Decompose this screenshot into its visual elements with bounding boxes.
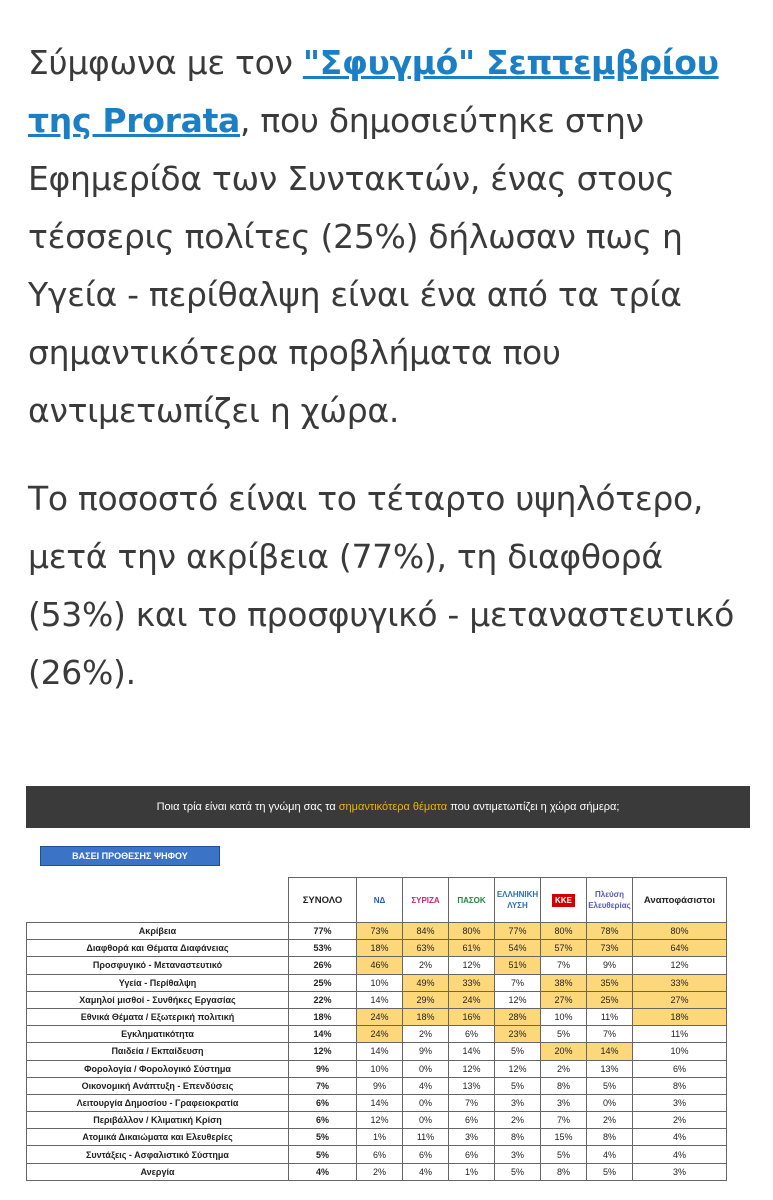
table-row (27, 1094, 727, 1111)
value-cell: 15% (541, 1129, 587, 1146)
total-cell: 18% (289, 1008, 357, 1025)
value-cell: 8% (587, 1129, 633, 1146)
total-cell: 12% (289, 1043, 357, 1060)
value-cell: 73% (587, 940, 633, 957)
value-cell: 61% (449, 940, 495, 957)
value-cell: 33% (449, 974, 495, 991)
header-pasok-logo (449, 878, 495, 923)
value-cell: 8% (495, 1129, 541, 1146)
value-cell: 4% (403, 1077, 449, 1094)
banner-highlight: σημαντικότερα θέματα (338, 801, 448, 813)
pasok-logo-icon: ΠΑΣΟΚ (457, 895, 486, 905)
value-cell: 13% (449, 1077, 495, 1094)
table-row (27, 940, 727, 957)
header-total: ΣΥΝΟΛΟ (289, 878, 357, 923)
row-label: Φορολογία / Φορολογικό Σύστημα (27, 1060, 289, 1077)
row-label: Συντάξεις - Ασφαλιστικό Σύστημα (27, 1146, 289, 1163)
value-cell: 3% (633, 1163, 727, 1180)
value-cell: 5% (495, 1163, 541, 1180)
question-banner (26, 786, 750, 828)
value-cell: 0% (403, 1112, 449, 1129)
value-cell: 9% (403, 1043, 449, 1060)
row-label: Οικονομική Ανάπτυξη - Επενδύσεις (27, 1077, 289, 1094)
value-cell: 27% (633, 991, 727, 1008)
value-cell: 2% (403, 957, 449, 974)
row-label: Λειτουργία Δημοσίου - Γραφειοκρατία (27, 1094, 289, 1111)
table-row (27, 974, 727, 991)
value-cell: 6% (449, 1026, 495, 1043)
value-cell: 11% (403, 1129, 449, 1146)
value-cell: 24% (449, 991, 495, 1008)
value-cell: 6% (449, 1146, 495, 1163)
value-cell: 24% (357, 1008, 403, 1025)
total-cell: 7% (289, 1077, 357, 1094)
value-cell: 14% (587, 1043, 633, 1060)
survey-table-image (26, 786, 750, 1200)
value-cell: 10% (541, 1008, 587, 1025)
row-label: Ανεργία (27, 1163, 289, 1180)
value-cell: 7% (587, 1026, 633, 1043)
value-cell: 2% (403, 1026, 449, 1043)
value-cell: 2% (357, 1163, 403, 1180)
value-cell: 12% (495, 1060, 541, 1077)
value-cell: 3% (541, 1094, 587, 1111)
value-cell: 2% (541, 1060, 587, 1077)
total-cell: 53% (289, 940, 357, 957)
table-body (27, 923, 727, 1181)
value-cell: 78% (587, 923, 633, 940)
value-cell: 73% (357, 923, 403, 940)
value-cell: 1% (357, 1129, 403, 1146)
value-cell: 0% (587, 1094, 633, 1111)
total-cell: 6% (289, 1094, 357, 1111)
total-cell: 77% (289, 923, 357, 940)
row-label: Υγεία - Περίθαλψη (27, 974, 289, 991)
header-plefs-logo (587, 878, 633, 923)
value-cell: 54% (495, 940, 541, 957)
row-label: Εγκληματικότητα (27, 1026, 289, 1043)
value-cell: 10% (633, 1043, 727, 1060)
value-cell: 14% (357, 1094, 403, 1111)
row-label: Εθνικά Θέματα / Εξωτερική πολιτική (27, 1008, 289, 1025)
value-cell: 23% (495, 1026, 541, 1043)
table-row (27, 1112, 727, 1129)
value-cell: 27% (541, 991, 587, 1008)
value-cell: 12% (449, 1060, 495, 1077)
value-cell: 8% (541, 1163, 587, 1180)
value-cell: 5% (495, 1077, 541, 1094)
value-cell: 0% (403, 1094, 449, 1111)
paragraph-1 (28, 34, 745, 440)
value-cell: 8% (633, 1077, 727, 1094)
value-cell: 6% (403, 1146, 449, 1163)
value-cell: 4% (633, 1129, 727, 1146)
table-row (27, 1026, 727, 1043)
value-cell: 24% (357, 1026, 403, 1043)
value-cell: 5% (495, 1043, 541, 1060)
value-cell: 33% (633, 974, 727, 991)
value-cell: 6% (449, 1112, 495, 1129)
value-cell: 2% (587, 1112, 633, 1129)
value-cell: 14% (357, 991, 403, 1008)
header-el-logo (495, 878, 541, 923)
value-cell: 3% (633, 1094, 727, 1111)
value-cell: 7% (541, 957, 587, 974)
total-cell: 5% (289, 1146, 357, 1163)
value-cell: 5% (587, 1077, 633, 1094)
value-cell: 84% (403, 923, 449, 940)
row-label: Περιβάλλον / Κλιματική Κρίση (27, 1112, 289, 1129)
total-cell: 6% (289, 1112, 357, 1129)
value-cell: 29% (403, 991, 449, 1008)
value-cell: 13% (587, 1060, 633, 1077)
p1-text-before: Σύμφωνα με τον (28, 43, 303, 82)
value-cell: 18% (403, 1008, 449, 1025)
value-cell: 77% (495, 923, 541, 940)
base-vote-intention-label: ΒΑΣΕΙ ΠΡΟΘΕΣΗΣ ΨΗΦΟΥ (40, 846, 220, 866)
banner-text-post: που αντιμετωπίζει η χώρα σήμερα; (450, 801, 620, 813)
value-cell: 38% (541, 974, 587, 991)
total-cell: 4% (289, 1163, 357, 1180)
row-label: Παιδεία / Εκπαίδευση (27, 1043, 289, 1060)
value-cell: 9% (587, 957, 633, 974)
prorata-survey-link[interactable]: "Σφυγμό" Σεπτεμβρίου της Prorata (28, 43, 719, 140)
header-empty-cell (27, 878, 289, 923)
value-cell: 10% (357, 974, 403, 991)
table-row (27, 991, 727, 1008)
value-cell: 0% (403, 1060, 449, 1077)
header-undecided: Αναποφάσιστοι (633, 878, 727, 923)
paragraph-2: Το ποσοστό είναι το τέταρτο υψηλότερο, μετά την ακρίβεια (77%), τη διαφθορά (53%) και το προσφυγικό - μεταναστευτικό (26%). (28, 479, 735, 692)
value-cell: 14% (357, 1043, 403, 1060)
value-cell: 64% (633, 940, 727, 957)
total-cell: 26% (289, 957, 357, 974)
value-cell: 7% (541, 1112, 587, 1129)
value-cell: 49% (403, 974, 449, 991)
table-header-row (27, 878, 727, 923)
value-cell: 12% (449, 957, 495, 974)
total-cell: 22% (289, 991, 357, 1008)
value-cell: 63% (403, 940, 449, 957)
table-row (27, 957, 727, 974)
value-cell: 7% (449, 1094, 495, 1111)
value-cell: 51% (495, 957, 541, 974)
value-cell: 12% (633, 957, 727, 974)
value-cell: 5% (541, 1026, 587, 1043)
row-label: Διαφθορά και Θέματα Διαφάνειας (27, 940, 289, 957)
elliniki-lysi-logo-icon: ΕΛΛΗΝΙΚΗ ΛΥΣΗ (496, 890, 539, 910)
total-cell: 9% (289, 1060, 357, 1077)
value-cell: 35% (587, 974, 633, 991)
header-nd-logo (357, 878, 403, 923)
value-cell: 9% (357, 1077, 403, 1094)
kke-logo-icon: ΚΚΕ (552, 894, 575, 907)
table-row (27, 1129, 727, 1146)
table-row (27, 1008, 727, 1025)
value-cell: 18% (357, 940, 403, 957)
value-cell: 4% (587, 1146, 633, 1163)
value-cell: 6% (357, 1146, 403, 1163)
value-cell: 3% (495, 1094, 541, 1111)
value-cell: 2% (495, 1112, 541, 1129)
value-cell: 7% (495, 974, 541, 991)
value-cell: 16% (449, 1008, 495, 1025)
value-cell: 4% (403, 1163, 449, 1180)
table-row (27, 1043, 727, 1060)
row-label: Προσφυγικό - Μεταναστευτικό (27, 957, 289, 974)
total-cell: 25% (289, 974, 357, 991)
value-cell: 1% (449, 1163, 495, 1180)
value-cell: 4% (633, 1146, 727, 1163)
value-cell: 46% (357, 957, 403, 974)
p1-text-after: , που δημοσιεύτηκε στην Εφημερίδα των Συντακτών, ένας στους τέσσερις πολίτες (25%) δήλωσαν πως η Υγεία - περίθαλψη είναι ένα από τα τρία σημαντικότερα προβλήματα που αντιμετωπίζει η χώρα. (28, 101, 683, 430)
plefsi-logo-icon: Πλεύση Ελευθερίας (588, 890, 631, 910)
nd-logo-icon: ΝΔ (373, 895, 386, 905)
table-row (27, 1146, 727, 1163)
table-row (27, 1163, 727, 1180)
row-label: Ατομικά Δικαιώματα και Ελευθερίες (27, 1129, 289, 1146)
value-cell: 5% (587, 1163, 633, 1180)
total-cell: 5% (289, 1129, 357, 1146)
value-cell: 25% (587, 991, 633, 1008)
value-cell: 80% (541, 923, 587, 940)
header-syriza-logo (403, 878, 449, 923)
value-cell: 18% (633, 1008, 727, 1025)
value-cell: 57% (541, 940, 587, 957)
row-label: Χαμηλοί μισθοί - Συνθήκες Εργασίας (27, 991, 289, 1008)
value-cell: 20% (541, 1043, 587, 1060)
value-cell: 80% (633, 923, 727, 940)
syriza-logo-icon: ΣΥΡΙΖΑ (411, 895, 440, 905)
value-cell: 12% (357, 1112, 403, 1129)
value-cell: 8% (541, 1077, 587, 1094)
banner-text-pre: Ποια τρία είναι κατά τη γνώμη σας τα (156, 801, 336, 813)
value-cell: 12% (495, 991, 541, 1008)
value-cell: 80% (449, 923, 495, 940)
value-cell: 14% (449, 1043, 495, 1060)
table-row (27, 1060, 727, 1077)
value-cell: 5% (541, 1146, 587, 1163)
value-cell: 10% (357, 1060, 403, 1077)
value-cell: 11% (587, 1008, 633, 1025)
value-cell: 6% (633, 1060, 727, 1077)
value-cell: 3% (495, 1146, 541, 1163)
issues-table (26, 877, 727, 1181)
value-cell: 2% (633, 1112, 727, 1129)
value-cell: 28% (495, 1008, 541, 1025)
table-row (27, 1077, 727, 1094)
value-cell: 11% (633, 1026, 727, 1043)
row-label: Ακρίβεια (27, 923, 289, 940)
header-kke-logo (541, 878, 587, 923)
value-cell: 3% (449, 1129, 495, 1146)
total-cell: 14% (289, 1026, 357, 1043)
table-row (27, 923, 727, 940)
